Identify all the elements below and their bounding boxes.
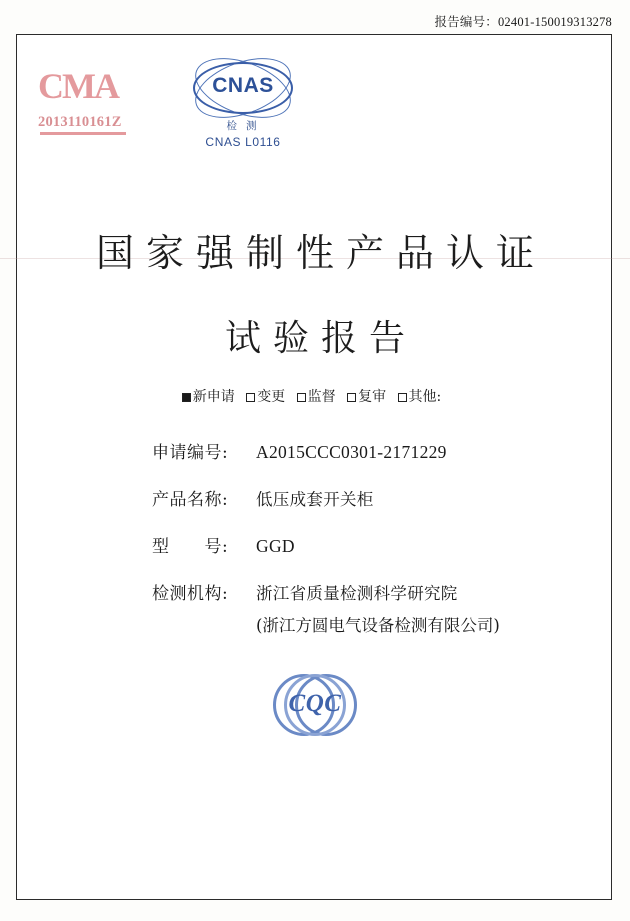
- field-label-testing-organization: 检测机构:: [152, 584, 229, 604]
- page-title: 国家强制性产品认证: [95, 231, 546, 275]
- application-type-row: [0, 386, 630, 406]
- field-value-testing-organization: 浙江省质量检测科学研究院: [256, 584, 458, 603]
- application-type-option-4[interactable]: [398, 389, 442, 405]
- application-type-option-3[interactable]: [347, 389, 386, 405]
- application-type-label-0: 新申请: [192, 389, 235, 405]
- field-application-number: [152, 438, 572, 463]
- cnas-subtext: 检 测: [226, 120, 260, 132]
- field-label-product-name: 产品名称:: [152, 490, 229, 510]
- application-type-label-4: 其他:: [408, 389, 442, 405]
- field-model: [152, 532, 572, 557]
- application-type-option-0[interactable]: [182, 389, 235, 405]
- cma-code: 2013110161Z: [38, 114, 122, 130]
- cqc-seal-icon: [267, 672, 363, 738]
- field-product-name: [152, 485, 572, 510]
- field-label-application-number: 申请编号:: [152, 443, 229, 463]
- application-type-label-1: 变更: [257, 389, 286, 405]
- cma-logo: [38, 68, 178, 131]
- application-type-option-2[interactable]: [297, 389, 336, 405]
- application-type-label-2: 监督: [307, 389, 336, 405]
- field-value-product-name: 低压成套开关柜: [256, 490, 374, 509]
- application-type-label-3: 复审: [358, 389, 387, 405]
- report-number-value: 02401-150019313278: [497, 15, 612, 29]
- field-list: [152, 438, 572, 658]
- cnas-mark-text: CNAS: [212, 74, 274, 97]
- cma-underline: [40, 132, 126, 135]
- field-testing-organization: [152, 579, 572, 604]
- checkbox-icon[interactable]: [347, 393, 356, 402]
- field-value-model: GGD: [256, 536, 295, 556]
- checkbox-icon[interactable]: [297, 393, 306, 402]
- field-label-model: 型 号:: [152, 537, 229, 557]
- report-number: [434, 12, 612, 30]
- application-type-option-1[interactable]: [246, 389, 285, 405]
- field-value-testing-organization-line2: (浙江方圆电气设备检测有限公司): [256, 616, 500, 635]
- cnas-oval-icon: [187, 58, 299, 120]
- cqc-mark-text: CQC: [288, 690, 342, 717]
- cma-mark-text: CMA: [38, 66, 118, 106]
- checkbox-icon-checked[interactable]: [182, 393, 191, 402]
- cqc-logo: [0, 672, 630, 743]
- checkbox-icon[interactable]: [398, 393, 407, 402]
- field-value-application-number: A2015CCC0301-2171229: [256, 442, 447, 462]
- cnas-code: CNAS L0116: [205, 135, 281, 149]
- report-number-label: 报告编号：: [434, 15, 498, 29]
- page-subtitle: 试验报告: [224, 318, 417, 359]
- cnas-logo: [183, 58, 303, 149]
- checkbox-icon[interactable]: [246, 393, 255, 402]
